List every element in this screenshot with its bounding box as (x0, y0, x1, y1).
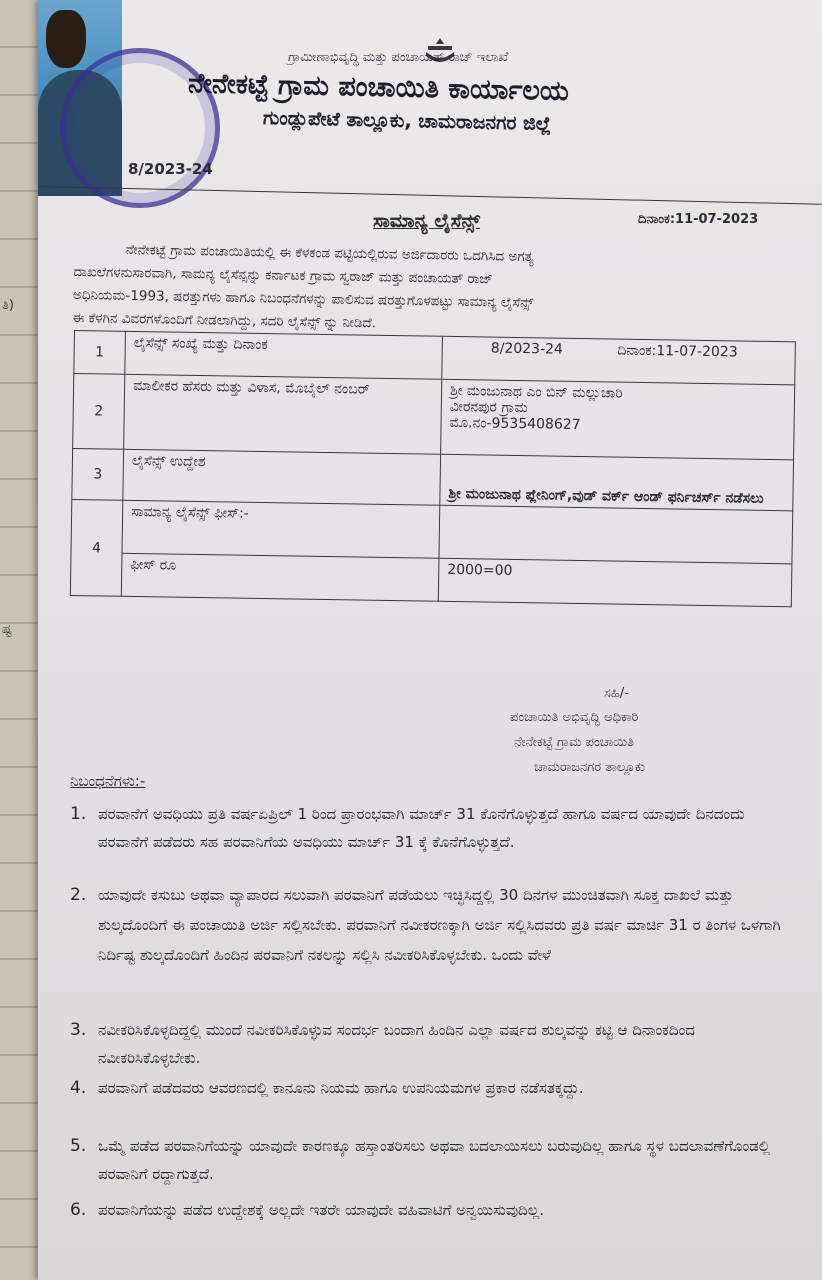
condition-item (70, 800, 798, 856)
row-value (441, 379, 795, 460)
conditions-heading: ನಿಬಂಧನೆಗಳು:- (70, 772, 146, 790)
signatory-designation: ಪಂಚಾಯಿತಿ ಅಭಿವೃದ್ಧಿ ಅಧಿಕಾರಿ (510, 710, 639, 725)
document-title: ಸಾಮಾನ್ಯ ಲೈಸೆನ್ಸ್ (373, 210, 481, 232)
owner-address: ವೀರನಪುರ ಗ್ರಾಮ (449, 398, 528, 417)
license-details-table (70, 330, 796, 607)
condition-item (70, 1196, 798, 1224)
row-number: 2 (73, 374, 125, 450)
intro-line: ಈ ಕೆಳಗಿನ ವಿವರಗಳೊಂದಿಗೆ ನೀಡಲಾಗಿದ್ದು, ಸದರಿ ಲೈಸೆನ್ಸ್ ನ್ನು ನೀಡಿದೆ. (72, 309, 377, 332)
edge-text-fragment: ತಿ) (2, 298, 14, 313)
license-number: 8/2023-24 (490, 340, 564, 358)
condition-text: ಪರವಾನಿಗೆಯನ್ನು ಪಡೆದ ಉದ್ದೇಶಕ್ಕೆ ಅಲ್ಲದೇ ಇತರೇ ಯಾವುದೇ ವಹಿವಾಟಿಗೆ ಅನ್ವಯಿಸುವುದಿಲ್ಲ. (98, 1201, 545, 1219)
row-number: 1 (74, 331, 126, 375)
condition-number: 5. (70, 1136, 87, 1156)
condition-item (70, 1074, 798, 1102)
condition-item (70, 1132, 798, 1188)
edge-text-fragment: ಷ್ಟ (2, 622, 12, 637)
signatory-taluk: ಚಾಮರಾಜನಗರ ತಾಲ್ಲೂಕು (534, 760, 646, 775)
owner-mobile: ಮೊ.ನಂ-9535408627 (449, 414, 581, 433)
row-label: ಮಾಲೀಕರ ಹೆಸರು ಮತ್ತು ವಿಳಾಸ, ಮೊಬೈಲ್ ನಂಬರ್ (124, 374, 442, 454)
license-document (38, 0, 822, 1280)
intro-paragraph (72, 238, 534, 338)
office-name: ನೇನೇಕಟ್ಟೆ ಗ್ರಾಮ ಪಂಚಾಯಿತಿ ಕಾರ್ಯಾಲಯ (187, 68, 570, 107)
intro-line: ದಾಖಲೆಗಳನುಸಾರವಾಗಿ, ಸಾಮನ್ಯ ಲೈಸೆನ್ಸನ್ನು ಕರ್ನಾಟಕ ಗ್ರಾಮ ಸ್ವರಾಜ್ ಮತ್ತು ಪಂಚಾಯತ್ ರಾಜ್ (73, 263, 493, 288)
condition-item (70, 880, 798, 970)
fee-label: ಫೀಸ್ ರೂ (121, 553, 439, 601)
row-label: ಲೈಸೆನ್ಸ್ ಉದ್ದೇಶ (123, 449, 441, 505)
intro-line: ನೇನೇಕಟ್ಟೆ ಗ್ರಾಮ ಪಂಚಾಯಿತಿಯಲ್ಲಿ ಈ ಕೆಳಕಂಡ ಪಟ್ಟಿಯಲ್ಲಿರುವ ಅರ್ಜಿದಾರರು ಒದಗಿಸಿದ ಅಗತ್ಯ (125, 241, 534, 266)
row-value-empty (439, 505, 793, 564)
table-row (73, 374, 795, 460)
fee-amount: 2000=00 (438, 558, 792, 607)
signatory-office: ನೇನೇಕಟ್ಟೆ ಗ್ರಾಮ ಪಂಚಾಯಿತಿ (514, 735, 635, 750)
condition-number: 2. (70, 885, 87, 905)
department-name: ಗ್ರಾಮೀಣಾಭಿವೃದ್ಧಿ ಮತ್ತು ಪಂಚಾಯತ್ ರಾಜ್ ಇಲಾಖೆ (288, 50, 509, 65)
intro-line: ಅಧಿನಿಯಮ-1993, ಷರತ್ತುಗಳು ಹಾಗೂ ನಿಬಂಧನೆಗಳನ್ನು ಪಾಲಿಸುವ ಷರತ್ತುಗೊಳಪಟ್ಟು ಸಾಮಾನ್ಯ ಲೈಸೆನ್ಸ್ (72, 286, 534, 312)
condition-number: 3. (70, 1020, 87, 1040)
owner-name: ಶ್ರೀ ಮಂಜುನಾಥ ಎಂ ಬಿನ್ ಮಲ್ಲುಚಾರಿ (449, 382, 623, 402)
office-location: ಗುಂಡ್ಲುಪೇಟೆ ತಾಲ್ಲೂಕು, ಚಾಮರಾಜನಗರ ಜಿಲ್ಲೆ (262, 106, 552, 136)
row-label: ಸಾಮಾನ್ಯ ಲೈಸೆನ್ಸ್ ಫೀಸ್:- (122, 500, 440, 558)
condition-text: ನವೀಕರಿಸಿಕೊಳ್ಳದಿದ್ದಲ್ಲಿ ಮುಂದೆ ನವೀಕರಿಸಿಕೊಳ್ಳುವ ಸಂದರ್ಭ ಬಂದಾಗ ಹಿಂದಿನ ಎಲ್ಲಾ ವರ್ಷದ ಶುಲ್ಕವನ್ನು ಕಟ್ಟಿ ಆ ದಿನಾಂಕದಿಂದ ನವೀಕರಿಸಿಕೊಳ್ಳಬೇಕು. (98, 1021, 695, 1067)
condition-item (70, 1016, 798, 1072)
signature-mark: ಸಹಿ/- (604, 686, 629, 701)
condition-text: ಪರವಾನಿಗೆ ಪಡೆದವರು ಆವರಣದಲ್ಲಿ ಕಾನೂನು ನಿಯಮ ಹಾಗೂ ಉಪನಿಯಮಗಳ ಪ್ರಕಾರ ನಡೆಸತಕ್ಕದ್ದು. (98, 1079, 584, 1097)
license-date: ದಿನಾಂಕ:11-07-2023 (617, 342, 738, 361)
row-number: 4 (70, 499, 123, 596)
row-number: 3 (72, 448, 124, 500)
condition-text: ಒಮ್ಮೆ ಪಡೆದ ಪರವಾನಿಗೆಯನ್ನು ಯಾವುದೇ ಕಾರಣಕ್ಕೂ ಹಸ್ತಾಂತರಿಸಲು ಅಥವಾ ಬದಲಾಯಿಸಲು ಬರುವುದಿಲ್ಲ ಹಾಗೂ ಸ್ಥಳ ಬದಲಾವಣೆಗೊಂಡಲ್ಲಿ ಪರವಾನಿಗೆ ರದ್ದಾಗುತ್ತದೆ. (98, 1137, 771, 1183)
reference-number: 8/2023-24 (128, 160, 213, 178)
license-purpose: ಶ್ರೀ ಮಂಜುನಾಥ ಪ್ಲೇನಿಂಗ್,ವುಡ್ ವರ್ಕ್ ಆಂಡ್ ಫರ್ನಿಚರ್ಸ್ ನಡೆಸಲು (440, 454, 794, 511)
condition-number: 4. (70, 1078, 87, 1098)
row-label: ಲೈಸೆನ್ಸ್ ಸಂಖ್ಯೆ ಮತ್ತು ದಿನಾಂಕ (125, 331, 443, 379)
condition-text: ಯಾವುದೇ ಕಸುಬು ಅಥವಾ ವ್ಯಾಪಾರದ ಸಲುವಾಗಿ ಪರವಾನಿಗೆ ಪಡೆಯಲು ಇಚ್ಛಿಸಿದ್ದಲ್ಲಿ 30 ದಿನಗಳ ಮುಂಚಿತವಾಗಿ ಸೂಕ್ತ ದಾಖಲೆ ಮತ್ತು ಶುಲ್ಕದೊಂದಿಗೆ ಈ ಪಂಚಾಯಿತಿ ಅರ್ಜಿ ಸಲ್ಲಿಸಬೇಕು. ಪರವಾನಿಗೆ ನವೀಕರಣಕ್ಕಾಗಿ ಅರ್ಜಿ ಸಲ್ಲಿಸಿದವರು ಪ್ರತಿ ವರ್ಷ ಮಾರ್ಚಿ 31 ರ ತಿಂಗಳ ಒಳಗಾಗಿ ನಿರ್ದಿಷ್ಟ ಶುಲ್ಕದೊಂದಿಗೆ ಹಿಂದಿನ ಪರವಾನಿಗೆ ನಕಲನ್ನು ಸಲ್ಲಿಸಿ ನವೀಕರಿಸಿಕೊಳ್ಳಬೇಕು. ಒಂದು ವೇಳೆ (98, 886, 781, 964)
condition-number: 6. (70, 1200, 87, 1220)
row-value (442, 336, 796, 385)
issue-date: ದಿನಾಂಕ:11-07-2023 (638, 212, 759, 227)
condition-text: ಪರವಾನೆಗೆ ಅವಧಿಯು ಪ್ರತಿ ವರ್ಷಏಪ್ರಿಲ್ 1 ರಿಂದ ಪ್ರಾರಂಭವಾಗಿ ಮಾರ್ಚ್ 31 ಕೊನೆಗೊಳ್ಳುತ್ತದೆ ಹಾಗೂ ವರ್ಷದ ಯಾವುದೇ ದಿನದಂದು ಪರವಾನೆಗೆ ಪಡೆದರು ಸಹ ಪರವಾನಿಗೆಯ ಅವಧಿಯು ಮಾರ್ಚ್ 31 ಕ್ಕೆ ಕೊನೆಗೊಳ್ಳುತ್ತದೆ. (98, 805, 745, 851)
condition-number: 1. (70, 804, 87, 824)
